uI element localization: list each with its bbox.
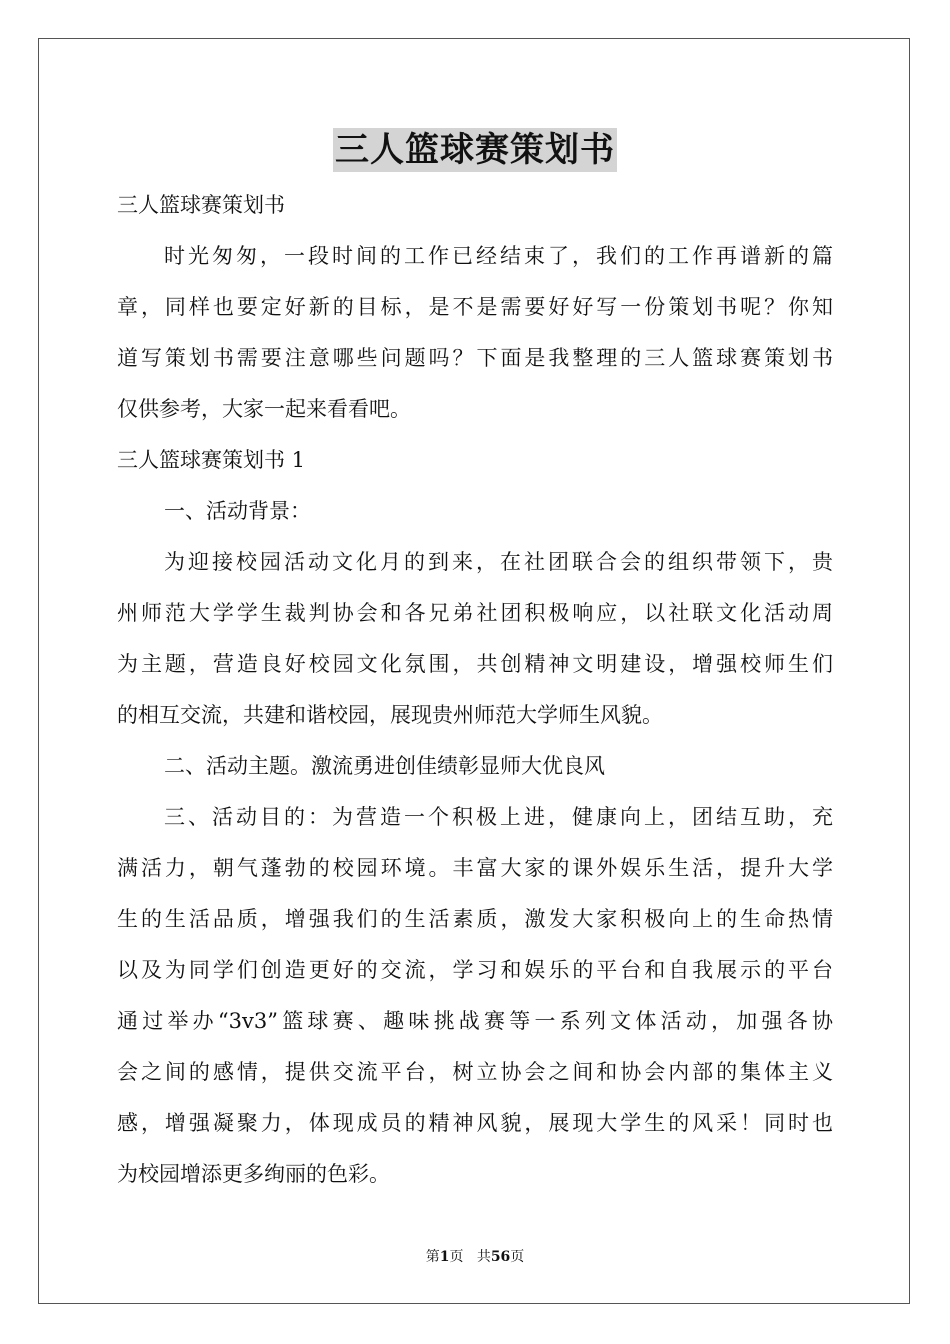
text-line: 感，增强凝聚力，体现成员的精神风貌，展现大学生的风采！同时也 — [117, 1111, 833, 1135]
total-prefix: 共 — [476, 1249, 491, 1265]
text-line: 一、活动背景： — [164, 499, 311, 523]
text-line: 的相互交流，共建和谐校园，展现贵州师范大学师生风貌。 — [117, 703, 663, 727]
text-line: 三、活动目的：为营造一个积极上进，健康向上，团结互助，充 — [164, 805, 833, 829]
page-number: 1 — [439, 1249, 450, 1265]
text-line: 道写策划书需要注意哪些问题吗？下面是我整理的三人篮球赛策划书 — [117, 346, 833, 370]
total-suffix: 页 — [510, 1249, 525, 1265]
text-line: 生的生活品质，增强我们的生活素质，激发大家积极向上的生命热情 — [117, 907, 833, 931]
text-line: 为主题，营造良好校园文化氛围，共创精神文明建设，增强校师生们 — [117, 652, 833, 676]
text-line: 通过举办“3v3”篮球赛、趣味挑战赛等一系列文体活动，加强各协 — [117, 1009, 833, 1033]
page-suffix: 页 — [449, 1249, 464, 1265]
page-footer — [0, 1247, 950, 1267]
text-line: 会之间的感情，提供交流平台，树立协会之间和协会内部的集体主义 — [117, 1060, 833, 1084]
document-body — [117, 180, 833, 1200]
text-line: 以及为同学们创造更好的交流，学习和娱乐的平台和自我展示的平台 — [117, 958, 833, 982]
text-line: 时光匆匆，一段时间的工作已经结束了，我们的工作再谱新的篇 — [164, 244, 833, 268]
total-pages: 56 — [490, 1249, 511, 1265]
document-title: 三人篮球赛策划书 — [335, 130, 615, 170]
text-line: 为迎接校园活动文化月的到来，在社团联合会的组织带领下，贵 — [164, 550, 833, 574]
text-line: 章，同样也要定好新的目标，是不是需要好好写一份策划书呢？你知 — [117, 295, 833, 319]
text-line: 满活力，朝气蓬勃的校园环境。丰富大家的课外娱乐生活，提升大学 — [117, 856, 833, 880]
page-prefix: 第 — [425, 1249, 440, 1265]
text-line: 三人篮球赛策划书 — [117, 193, 285, 217]
text-line: 三人篮球赛策划书 1 — [117, 448, 306, 472]
text-line: 为校园增添更多绚丽的色彩。 — [117, 1162, 390, 1186]
text-line: 二、活动主题。激流勇进创佳绩彰显师大优良风 — [164, 754, 605, 778]
text-line: 仅供参考，大家一起来看看吧。 — [117, 397, 411, 421]
title-container — [0, 128, 950, 172]
text-line: 州师范大学学生裁判协会和各兄弟社团积极响应，以社联文化活动周 — [117, 601, 833, 625]
